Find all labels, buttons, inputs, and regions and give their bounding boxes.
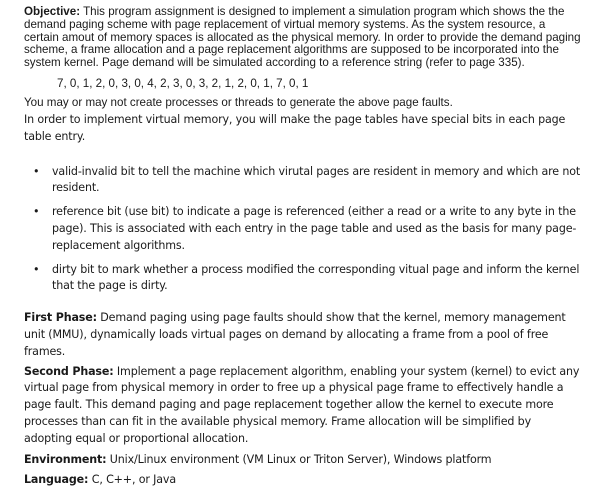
- environment-paragraph: [24, 452, 582, 469]
- list-item-valid-invalid-bit: [24, 164, 582, 198]
- second-phase-label: Second Phase:: [24, 364, 114, 378]
- language-text: C, C++, or Java: [88, 473, 176, 487]
- language-label: Language:: [24, 473, 89, 487]
- list-item-text: reference bit (use bit) to indicate a page is referenced (either a read or a write to any byte in the page). This is associated with each entry in the page table and used as the basis for many page-replacement algorithms.: [52, 205, 577, 252]
- environment-text: Unix/Linux environment (VM Linux or Triton Server), Windows platform: [106, 452, 492, 466]
- first-phase-paragraph: [24, 310, 582, 360]
- virtual-memory-intro: In order to implement virtual memory, you will make the page tables have special bits in each page table entry.: [24, 112, 566, 143]
- objective-text: This program assignment is designed to implement a simulation program which shows the the demand paging scheme with page replacement of virtual memory systems. As the system resource, a certain amout of memory spaces is allocated as the physical memory. In order to provide the demand paging scheme, a frame allocation and a page replacement algorithms are supposed to be incorporated into the system kernel. Page demand will be simulated according to a reference string (refer to page 335).: [24, 5, 581, 70]
- bullet-icon: •: [33, 205, 40, 219]
- reference-string: 7, 0, 1, 2, 0, 3, 0, 4, 2, 3, 0, 3, 2, 1, 2, 0, 1, 7, 0, 1: [57, 76, 309, 90]
- objective-paragraph: [24, 6, 582, 70]
- list-item-text: valid-invalid bit to tell the machine which virutal pages are resident in memory and which are not resident.: [52, 164, 581, 195]
- second-phase-paragraph: [24, 364, 582, 448]
- list-item-dirty-bit: [24, 262, 582, 296]
- bullet-icon: •: [33, 164, 40, 178]
- language-paragraph: [24, 472, 582, 489]
- page-faults-note: You may or may not create processes or threads to generate the above page faults.: [24, 95, 453, 109]
- page-table-bits-list: [24, 164, 582, 296]
- first-phase-label: First Phase:: [24, 311, 97, 325]
- first-phase-text: Demand paging using page faults should show that the kernel, memory management unit (MMU), dynamically loads virtual pages on demand by allocating a frame from a pool of free frames.: [24, 311, 566, 358]
- objective-label: Objective:: [24, 5, 81, 18]
- second-phase-text: Implement a page replacement algorithm, enabling your system (kernel) to evict any virtual page from physical memory in order to free up a physical page frame to effectively handle a page fault. This demand paging and page replacement together allow the kernel to execute more processes than can fit in the available physical memory. Frame allocation will be simplified by adopting equal or proportional allocation.: [24, 364, 580, 445]
- environment-label: Environment:: [24, 452, 107, 466]
- list-item-text: dirty bit to mark whether a process modified the corresponding vitual page and inform the kernel that the page is dirty.: [52, 262, 580, 293]
- list-item-reference-bit: [24, 204, 582, 254]
- bullet-icon: •: [33, 262, 40, 276]
